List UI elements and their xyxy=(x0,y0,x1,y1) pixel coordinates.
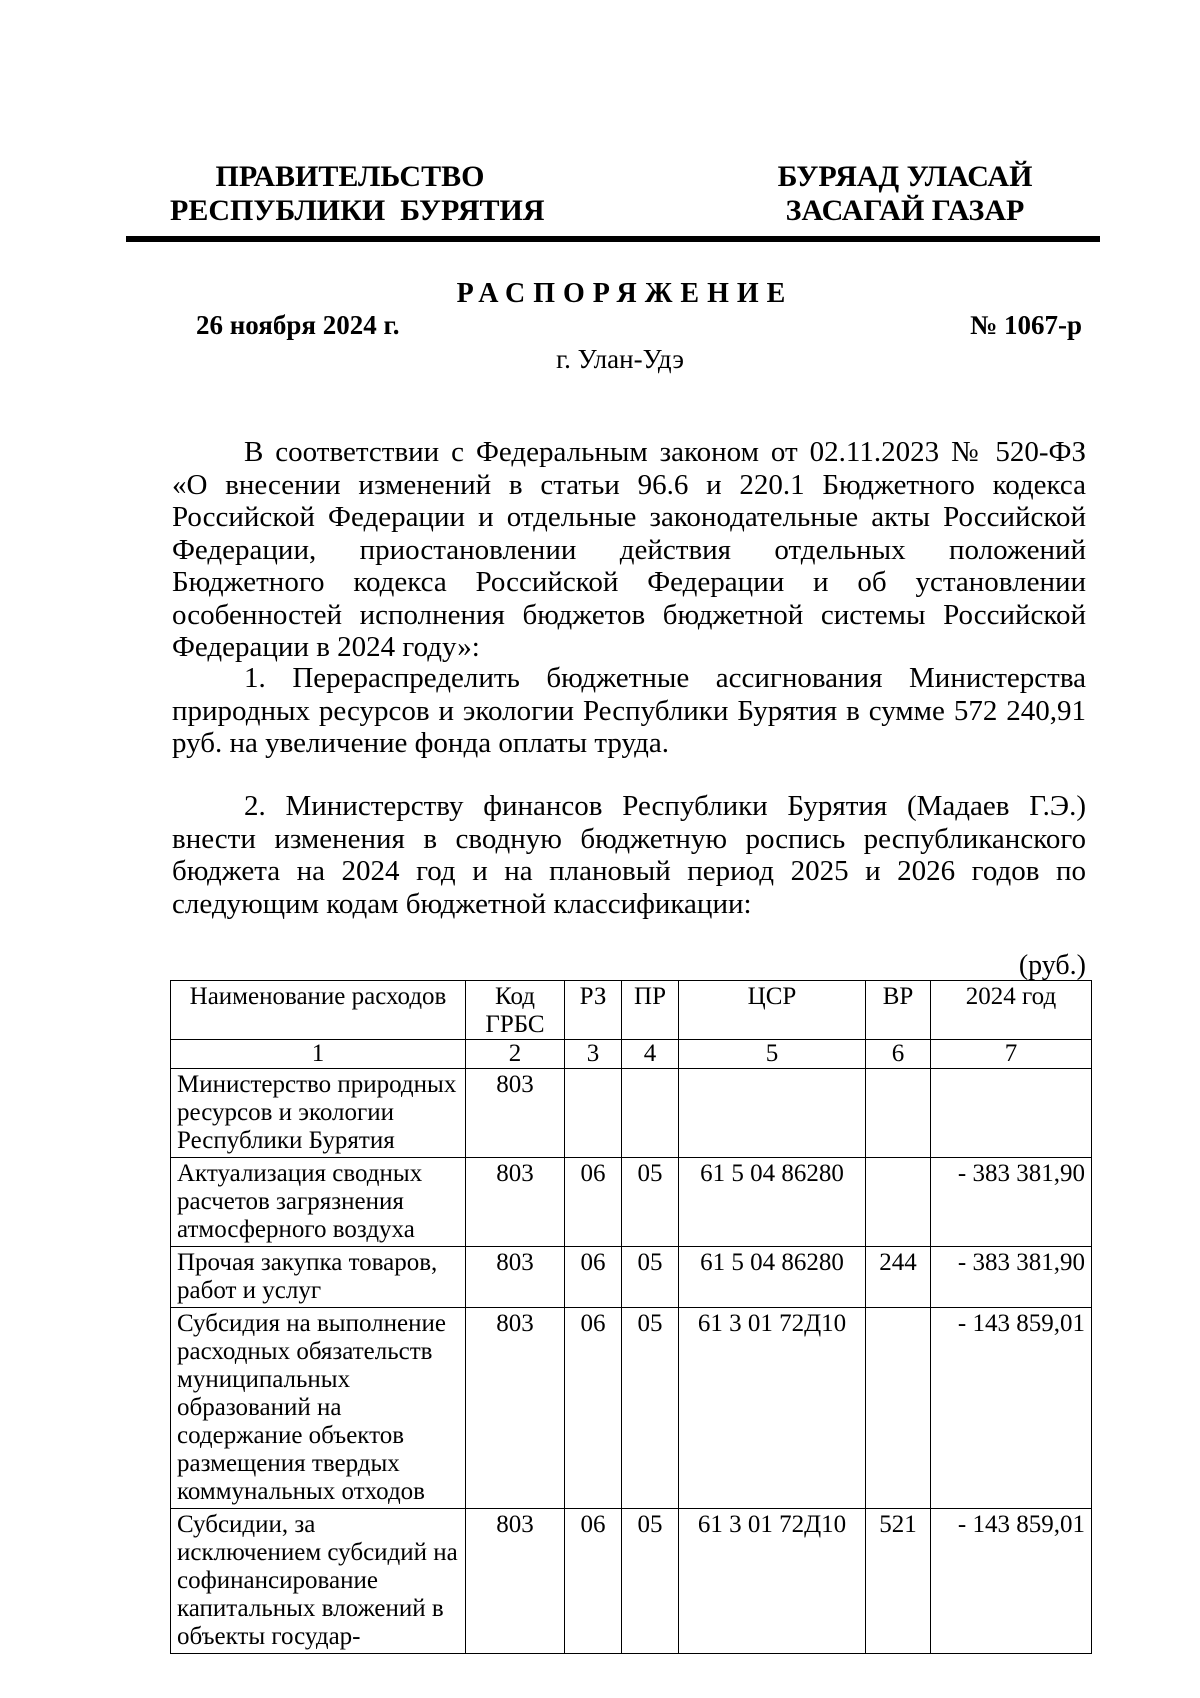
cell-sum: - 143 859,01 xyxy=(931,1308,1092,1509)
cell-name: Министерство природных ресурсов и экологии Республики Бурятия xyxy=(171,1069,466,1158)
table-row xyxy=(171,1247,1092,1308)
cell-csr: 61 5 04 86280 xyxy=(679,1247,866,1308)
header-divider xyxy=(126,236,1100,242)
document-title: РАСПОРЯЖЕНИЕ xyxy=(456,278,794,309)
cell-sum xyxy=(931,1069,1092,1158)
cell-vr xyxy=(866,1308,931,1509)
cell-rz: 06 xyxy=(565,1158,622,1247)
header-right xyxy=(770,160,1040,228)
cell-pr: 05 xyxy=(622,1308,679,1509)
cell-pr: 05 xyxy=(622,1509,679,1654)
cell-name: Субсидии, за исключением субсидий на софинансирование капитальных вложений в объекты государ- xyxy=(171,1509,466,1654)
document-number: № 1067-р xyxy=(970,310,1082,340)
header-left-line2: РЕСПУБЛИКИ БУРЯТИЯ xyxy=(170,194,545,227)
header-right-line1: БУРЯАД УЛАСАЙ xyxy=(777,160,1033,193)
column-number-row xyxy=(171,1040,1092,1069)
cell-pr xyxy=(622,1069,679,1158)
cell-sum: - 383 381,90 xyxy=(931,1158,1092,1247)
cell-csr: 61 3 01 72Д10 xyxy=(679,1509,866,1654)
cell-vr xyxy=(866,1069,931,1158)
item-1-paragraph: 1. Перераспределить бюджетные ассигнования Министерства природных ресурсов и экологии Республики Бурятия в сумме 572 240,91 руб. на увеличение фонда оплаты труда. xyxy=(172,662,1086,759)
item-2-paragraph: 2. Министерству финансов Республики Бурятия (Мадаев Г.Э.) внести изменения в сводную бюджетную роспись республиканского бюджета на 2024 год и на плановый период 2025 и 2026 годов по следующим кодам бюджетной классификации: xyxy=(172,790,1086,920)
cell-pr: 05 xyxy=(622,1247,679,1308)
column-number: 5 xyxy=(679,1040,866,1069)
column-number: 7 xyxy=(931,1040,1092,1069)
document-date: 26 ноября 2024 г. xyxy=(196,310,400,340)
cell-vr: 521 xyxy=(866,1509,931,1654)
table-row xyxy=(171,1308,1092,1509)
header-csr: ЦСР xyxy=(679,981,866,1040)
cell-csr: 61 3 01 72Д10 xyxy=(679,1308,866,1509)
header-left xyxy=(170,160,545,228)
header-vr: ВР xyxy=(866,981,931,1040)
header-grbs: Код ГРБС xyxy=(466,981,565,1040)
cell-csr: 61 5 04 86280 xyxy=(679,1158,866,1247)
column-number: 1 xyxy=(171,1040,466,1069)
cell-grbs: 803 xyxy=(466,1308,565,1509)
cell-vr xyxy=(866,1158,931,1247)
cell-rz: 06 xyxy=(565,1509,622,1654)
header-rz: РЗ xyxy=(565,981,622,1040)
column-number: 2 xyxy=(466,1040,565,1069)
column-number: 3 xyxy=(565,1040,622,1069)
cell-rz xyxy=(565,1069,622,1158)
cell-grbs: 803 xyxy=(466,1069,565,1158)
cell-pr: 05 xyxy=(622,1158,679,1247)
cell-grbs: 803 xyxy=(466,1509,565,1654)
cell-csr xyxy=(679,1069,866,1158)
header-left-line1: ПРАВИТЕЛЬСТВО xyxy=(215,160,485,193)
table-row xyxy=(171,1069,1092,1158)
cell-rz: 06 xyxy=(565,1308,622,1509)
cell-grbs: 803 xyxy=(466,1247,565,1308)
cell-name: Актуализация сводных расчетов загрязнения атмосферного воздуха xyxy=(171,1158,466,1247)
cell-name: Субсидия на выполнение расходных обязательств муниципальных образований на содержание объектов размещения твердых коммунальных отходов xyxy=(171,1308,466,1509)
cell-sum: - 143 859,01 xyxy=(931,1509,1092,1654)
table-row xyxy=(171,1158,1092,1247)
table-row xyxy=(171,1509,1092,1654)
column-number: 4 xyxy=(622,1040,679,1069)
header-right-line2: ЗАСАГАЙ ГАЗАР xyxy=(785,194,1025,227)
header-name: Наименование расходов xyxy=(171,981,466,1040)
preamble-paragraph: В соответствии с Федеральным законом от 02.11.2023 № 520-ФЗ «О внесении изменений в статьи 96.6 и 220.1 Бюджетного кодекса Российской Федерации и отдельные законодательные акты Российской Федерации, приостановлении действия отдельных положений Бюджетного кодекса Российской Федерации и об установлении особенностей исполнения бюджетов бюджетной системы Российской Федерации в 2024 году»: xyxy=(172,436,1086,663)
column-number: 6 xyxy=(866,1040,931,1069)
header-sum: 2024 год xyxy=(931,981,1092,1040)
cell-rz: 06 xyxy=(565,1247,622,1308)
table-header-row xyxy=(171,981,1092,1040)
document-city: г. Улан-Удэ xyxy=(556,344,684,374)
cell-vr: 244 xyxy=(866,1247,931,1308)
currency-unit: (руб.) xyxy=(1018,950,1086,981)
cell-name: Прочая закупка товаров, работ и услуг xyxy=(171,1247,466,1308)
budget-table xyxy=(170,980,1092,1654)
cell-sum: - 383 381,90 xyxy=(931,1247,1092,1308)
header-pr: ПР xyxy=(622,981,679,1040)
cell-grbs: 803 xyxy=(466,1158,565,1247)
